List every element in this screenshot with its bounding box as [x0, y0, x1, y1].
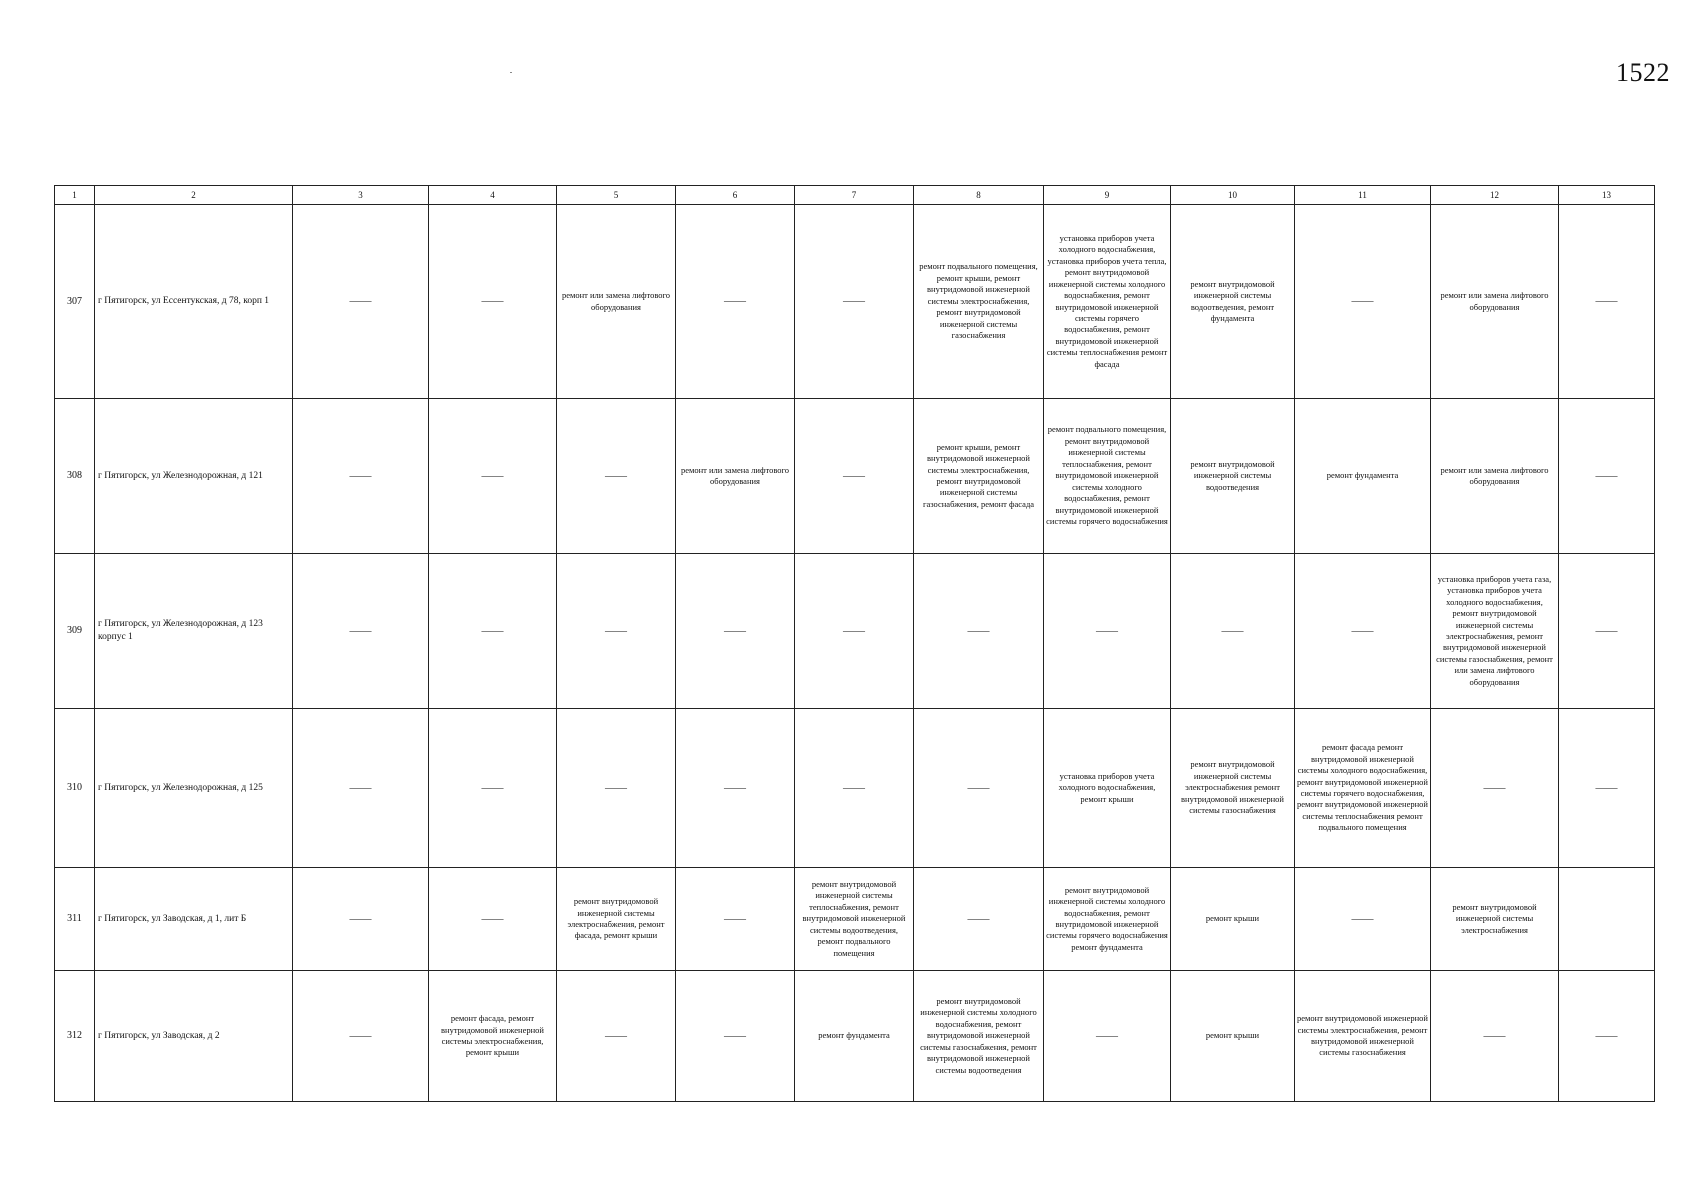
- table-cell: ремонт внутридомовой инженерной системы теплоснабжения, ремонт внутридомовой инженерной системы водоотведения, ремонт подвального помещения: [795, 868, 914, 971]
- table-cell: ——: [293, 868, 429, 971]
- table-cell: ——: [293, 399, 429, 554]
- table-cell: ——: [1295, 868, 1431, 971]
- column-number: 9: [1044, 186, 1171, 205]
- table-row: [55, 554, 1655, 709]
- table-cell: ——: [429, 868, 557, 971]
- address-cell: г Пятигорск, ул Ессентукская, д 78, корп 1: [95, 205, 293, 399]
- table-cell: ——: [1171, 554, 1295, 709]
- row-number: 308: [55, 399, 95, 554]
- column-number: 11: [1295, 186, 1431, 205]
- column-number: 5: [557, 186, 676, 205]
- table-cell: ——: [795, 554, 914, 709]
- column-number: 4: [429, 186, 557, 205]
- address-cell: г Пятигорск, ул Заводская, д 2: [95, 971, 293, 1102]
- scan-speck: [510, 72, 512, 73]
- table-cell: ремонт крыши, ремонт внутридомовой инженерной системы электроснабжения, ремонт внутридомовой инженерной системы газоснабжения, ремонт фасада: [914, 399, 1044, 554]
- address-cell: г Пятигорск, ул Железнодорожная, д 123 корпус 1: [95, 554, 293, 709]
- address-cell: г Пятигорск, ул Железнодорожная, д 121: [95, 399, 293, 554]
- table-cell: ——: [914, 868, 1044, 971]
- table-cell: ——: [914, 554, 1044, 709]
- table-cell: ——: [1431, 709, 1559, 868]
- table-cell: ——: [429, 709, 557, 868]
- page-number: 1522: [1616, 58, 1670, 87]
- table-cell: ——: [795, 709, 914, 868]
- table-cell: ——: [1559, 971, 1655, 1102]
- table-cell: ——: [293, 971, 429, 1102]
- table-cell: ——: [1044, 971, 1171, 1102]
- table-cell: ремонт внутридомовой инженерной системы электроснабжения ремонт внутридомовой инженерной системы газоснабжения: [1171, 709, 1295, 868]
- table-cell: ——: [293, 205, 429, 399]
- row-number: 311: [55, 868, 95, 971]
- repair-schedule-table: [54, 185, 1655, 1102]
- table-cell: ——: [557, 971, 676, 1102]
- table-cell: ремонт внутридомовой инженерной системы холодного водоснабжения, ремонт внутридомовой инженерной системы горячего водоснабжения ремонт фундамента: [1044, 868, 1171, 971]
- table-cell: ремонт или замена лифтового оборудования: [1431, 399, 1559, 554]
- column-number: 6: [676, 186, 795, 205]
- table-cell: ——: [676, 971, 795, 1102]
- table-cell: ——: [1295, 554, 1431, 709]
- table-cell: установка приборов учета холодного водоснабжения, установка приборов учета тепла, ремонт внутридомовой инженерной системы холодного водоснабжения, ремонт внутридомовой инженерной системы горячего водоснабжения, ремонт внутридомовой инженерной системы теплоснабжения ремонт фасада: [1044, 205, 1171, 399]
- table-cell: ремонт крыши: [1171, 971, 1295, 1102]
- table-cell: ремонт внутридомовой инженерной системы водоотведения, ремонт фундамента: [1171, 205, 1295, 399]
- table-cell: ремонт внутридомовой инженерной системы электроснабжения, ремонт фасада, ремонт крыши: [557, 868, 676, 971]
- table-cell: ——: [293, 554, 429, 709]
- table-row: [55, 399, 1655, 554]
- table-cell: ремонт внутридомовой инженерной системы электроснабжения, ремонт внутридомовой инженерной системы газоснабжения: [1295, 971, 1431, 1102]
- row-number: 312: [55, 971, 95, 1102]
- column-number-row: [55, 186, 1655, 205]
- table-cell: ——: [676, 868, 795, 971]
- column-number: 1: [55, 186, 95, 205]
- table-cell: ——: [1295, 205, 1431, 399]
- column-number: 10: [1171, 186, 1295, 205]
- table-cell: ——: [676, 709, 795, 868]
- table-cell: ——: [676, 554, 795, 709]
- table-cell: ремонт внутридомовой инженерной системы холодного водоснабжения, ремонт внутридомовой инженерной системы газоснабжения, ремонт внутридомовой инженерной системы водоотведения: [914, 971, 1044, 1102]
- table-row: [55, 709, 1655, 868]
- table-row: [55, 868, 1655, 971]
- table-cell: установка приборов учета холодного водоснабжения, ремонт крыши: [1044, 709, 1171, 868]
- table-cell: установка приборов учета газа, установка приборов учета холодного водоснабжения, ремонт внутридомовой инженерной системы электроснабжения, ремонт внутридомовой инженерной системы газоснабжения, ремонт или замена лифтового оборудования: [1431, 554, 1559, 709]
- table-cell: ——: [429, 205, 557, 399]
- table-cell: ремонт фундамента: [1295, 399, 1431, 554]
- table-cell: ремонт подвального помещения, ремонт крыши, ремонт внутридомовой инженерной системы электроснабжения, ремонт внутридомовой инженерной системы газоснабжения: [914, 205, 1044, 399]
- table-cell: ——: [1431, 971, 1559, 1102]
- table-cell: ——: [557, 554, 676, 709]
- row-number: 310: [55, 709, 95, 868]
- column-number: 13: [1559, 186, 1655, 205]
- table-cell: ремонт внутридомовой инженерной системы электроснабжения: [1431, 868, 1559, 971]
- table-cell: ремонт фасада ремонт внутридомовой инженерной системы холодного водоснабжения, ремонт внутридомовой инженерной системы горячего водоснабжения, ремонт внутридомовой инженерной системы теплоснабжения ремонт подвального помещения: [1295, 709, 1431, 868]
- table-cell: ремонт или замена лифтового оборудования: [676, 399, 795, 554]
- table-cell: ——: [676, 205, 795, 399]
- row-number: 309: [55, 554, 95, 709]
- table-row: [55, 205, 1655, 399]
- column-number: 12: [1431, 186, 1559, 205]
- table-cell: ремонт подвального помещения, ремонт внутридомовой инженерной системы теплоснабжения, ремонт внутридомовой инженерной системы холодного водоснабжения, ремонт внутридомовой инженерной системы горячего водоснабжения: [1044, 399, 1171, 554]
- table-cell: ремонт или замена лифтового оборудования: [557, 205, 676, 399]
- address-cell: г Пятигорск, ул Заводская, д 1, лит Б: [95, 868, 293, 971]
- table-row: [55, 971, 1655, 1102]
- table-cell: ——: [557, 709, 676, 868]
- table-cell: ——: [1044, 554, 1171, 709]
- column-number: 8: [914, 186, 1044, 205]
- table-cell: [1559, 868, 1655, 971]
- column-number: 2: [95, 186, 293, 205]
- table-cell: ремонт крыши: [1171, 868, 1295, 971]
- table-cell: ——: [795, 399, 914, 554]
- table-cell: ——: [1559, 399, 1655, 554]
- table-cell: ——: [429, 554, 557, 709]
- row-number: 307: [55, 205, 95, 399]
- table-cell: ——: [914, 709, 1044, 868]
- table-cell: ——: [795, 205, 914, 399]
- address-cell: г Пятигорск, ул Железнодорожная, д 125: [95, 709, 293, 868]
- column-number: 7: [795, 186, 914, 205]
- table-cell: ремонт фундамента: [795, 971, 914, 1102]
- table-cell: ——: [293, 709, 429, 868]
- table-cell: ремонт внутридомовой инженерной системы водоотведения: [1171, 399, 1295, 554]
- table-cell: ремонт или замена лифтового оборудования: [1431, 205, 1559, 399]
- table-cell: ремонт фасада, ремонт внутридомовой инженерной системы электроснабжения, ремонт крыши: [429, 971, 557, 1102]
- table-cell: ——: [1559, 554, 1655, 709]
- column-number: 3: [293, 186, 429, 205]
- table-cell: ——: [1559, 205, 1655, 399]
- table-cell: ——: [1559, 709, 1655, 868]
- table-cell: ——: [557, 399, 676, 554]
- table-cell: ——: [429, 399, 557, 554]
